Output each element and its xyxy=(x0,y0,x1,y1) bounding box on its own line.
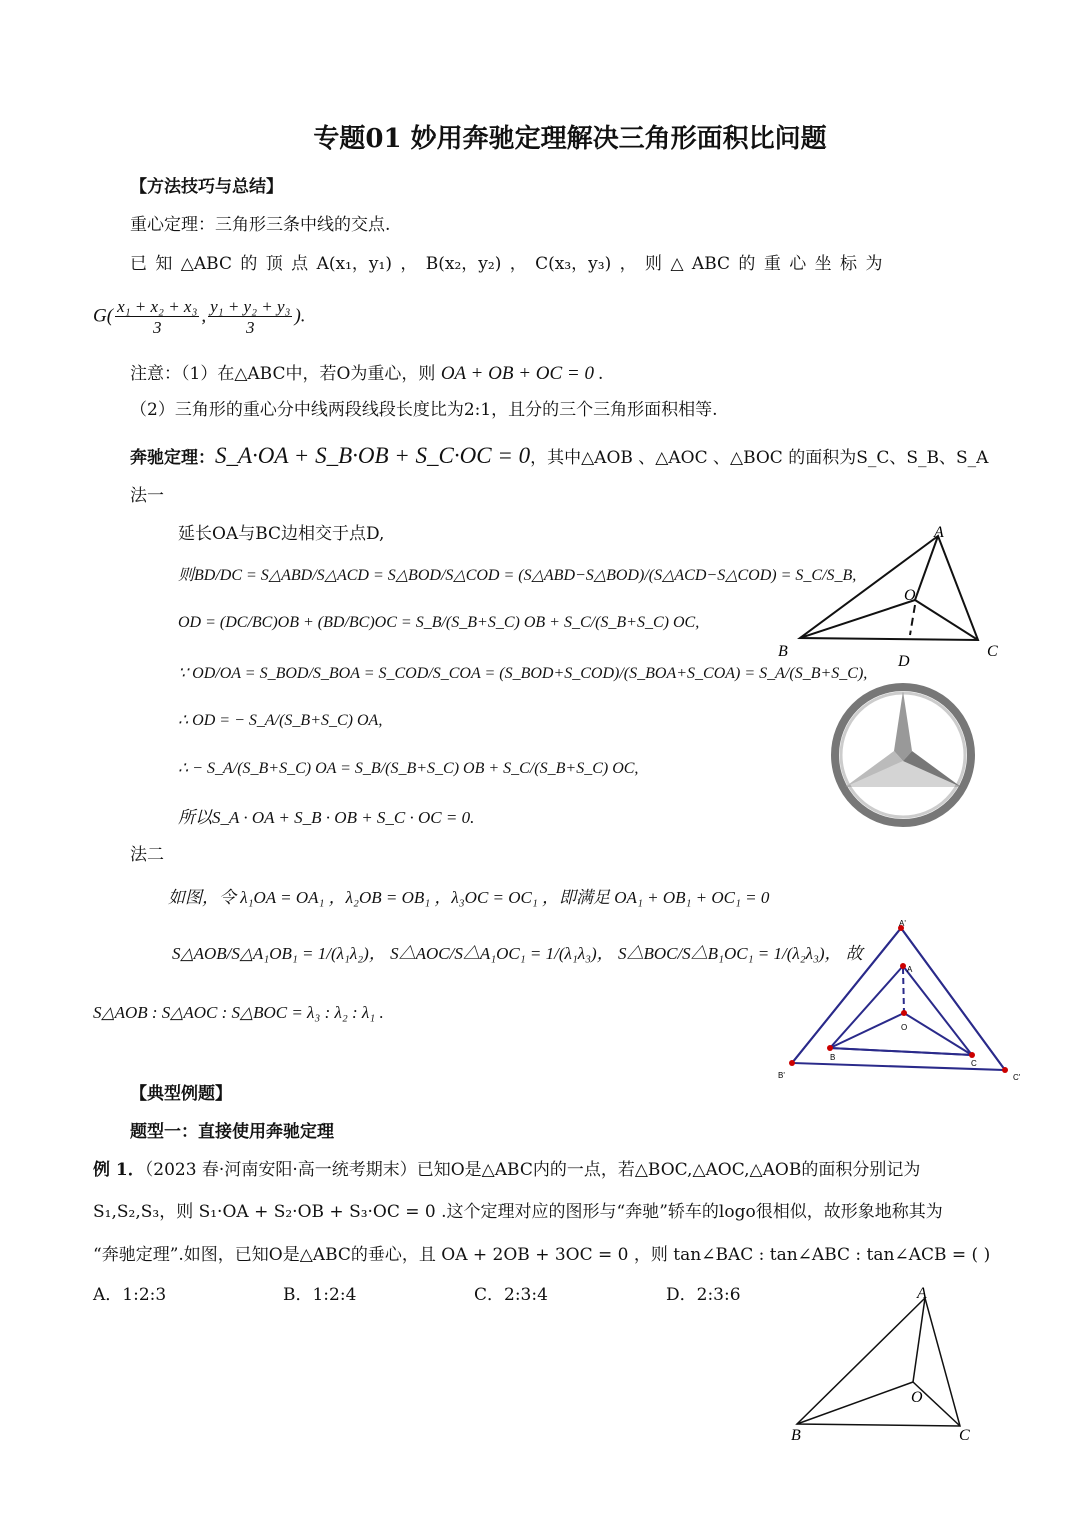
svg-text:A: A xyxy=(934,524,944,541)
mercedes-logo-image xyxy=(828,683,978,828)
proof-line: 如图，令 λ₁OA = OA₁ ，λ₂OB = OB₁ ，λ₃OC = OC₁ ，即满足 OA₁ + OB₁ + OC₁ = 0 xyxy=(168,888,770,907)
fraction: $\frac{\text{x₁ + x₂ + x₃}}{3}$ xyxy=(117,297,198,337)
proof-line: 则BD/DC = S△ABD/S△ACD = S△BOD/S△COD = (S△ABD−S△BOD)/(S△ACD−S△COD) = S_C/S_B, xyxy=(178,567,857,584)
svg-text:B: B xyxy=(778,643,788,660)
svg-text:C': C' xyxy=(1013,1073,1021,1082)
svg-text:D: D xyxy=(898,653,910,670)
question-type-heading: 题型一：直接使用奔驰定理 xyxy=(130,1122,334,1142)
section-heading-methods: 【方法技巧与总结】 xyxy=(130,177,283,197)
benz-theorem: 奔驰定理：S_A·OA + S_B·OB + S_C·OC = 0，其中△AOB 、△AOC 、△BOC 的面积为S_C、S_B、S_A xyxy=(130,443,989,468)
option-d[interactable]: D．2:3:6 xyxy=(666,1285,741,1305)
page-title: 专题01 妙用奔驰定理解决三角形面积比问题 xyxy=(313,124,827,154)
proof-line: 延长OA与BC边相交于点D, xyxy=(178,524,385,544)
fraction: $\frac{\text{y₁ + y₂ + y₃}}{3}$ xyxy=(210,297,291,337)
svg-text:B: B xyxy=(791,1427,801,1444)
nested-triangle-figure xyxy=(775,918,1035,1088)
method-1-heading: 法一 xyxy=(130,486,164,506)
note-1: 注意：（1）在△ABC中，若O为重心，则 OA + OB + OC = 0 . xyxy=(130,363,604,384)
svg-text:O: O xyxy=(911,1389,923,1406)
option-c[interactable]: C．2:3:4 xyxy=(474,1285,548,1305)
option-a[interactable]: A．1:2:3 xyxy=(93,1285,167,1305)
proof-line: OD = (DC/BC)OB + (BD/BC)OC = S_B/(S_B+S_C) OB + S_C/(S_B+S_C) OC, xyxy=(178,614,700,631)
section-heading-examples: 【典型例题】 xyxy=(130,1084,232,1104)
example-1-line: S₁,S₂,S₃，则 S₁·OA + S₂·OB + S₃·OC = 0 .这个定理对应的图形与“奔驰”轿车的logo很相似，故形象地称其为 xyxy=(93,1202,943,1222)
proof-line: ∴ − S_A/(S_B+S_C) OA = S_B/(S_B+S_C) OB + S_C/(S_B+S_C) OC, xyxy=(178,760,639,777)
svg-text:C: C xyxy=(959,1427,970,1444)
example-1-line: 例 1．（2023 春·河南安阳·高一统考期末）已知O是△ABC内的一点，若△BOC,△AOC,△AOB的面积分别记为 xyxy=(93,1160,921,1180)
svg-text:B': B' xyxy=(778,1071,785,1080)
svg-text:B: B xyxy=(830,1053,836,1062)
proof-line: 所以S_A · OA + S_B · OB + S_C · OC = 0. xyxy=(178,808,475,827)
svg-text:A: A xyxy=(917,1285,927,1302)
note-2: （2）三角形的重心分中线两段线段长度比为2:1，且分的三个三角形面积相等. xyxy=(130,400,718,420)
svg-text:C: C xyxy=(971,1059,977,1068)
proof-line: S△AOB/S△A₁OB₁ = 1/(λ₁λ₂)， S△AOC/S△A₁OC₁ = 1/(λ₁λ₃)， S△BOC/S△B₁OC₁ = 1/(λ₂λ₃)， 故 xyxy=(172,944,863,963)
proof-line: ∵ OD/OA = S_BOD/S_BOA = S_COD/S_COA = (S_BOD+S_COD)/(S_BOA+S_COA) = S_A/(S_B+S_C), xyxy=(178,665,868,682)
proof-line: ∴ OD = − S_A/(S_B+S_C) OA, xyxy=(178,712,383,729)
svg-text:O: O xyxy=(904,587,916,604)
svg-text:A: A xyxy=(907,965,913,974)
formula-text: G( xyxy=(93,305,114,327)
triangle-figure-1 xyxy=(770,520,1010,680)
example-1-line: “奔驰定理”.如图，已知O是△ABC的垂心，且 OA + 2OB + 3OC = 0 ，则 tan∠BAC : tan∠ABC : tan∠ACB = ( ) xyxy=(93,1245,991,1265)
option-b[interactable]: B．1:2:4 xyxy=(283,1285,357,1305)
orthocenter-triangle-figure xyxy=(785,1282,985,1447)
centroid-known-line: 已 知 △ABC 的 顶 点 A(x₁，y₁) ， B(x₂，y₂) ， C(x₃，y₃) ， 则 △ ABC 的 重 心 坐 标 为 xyxy=(130,254,883,274)
formula-text: ). xyxy=(294,305,306,327)
proof-line: S△AOB : S△AOC : S△BOC = λ₃ : λ₂ : λ₁ . xyxy=(93,1003,384,1022)
svg-text:A': A' xyxy=(899,919,906,928)
svg-text:O: O xyxy=(901,1023,908,1032)
method-2-heading: 法二 xyxy=(130,845,164,865)
centroid-definition: 重心定理：三角形三条中线的交点. xyxy=(130,215,391,235)
centroid-formula: G( $\frac{\text{x₁ + x₂ + x₃}}{3}$ , $\frac{\text{y₁ + y₂ + y₃}}{3}$ ). xyxy=(93,297,306,337)
svg-text:C: C xyxy=(987,643,998,660)
